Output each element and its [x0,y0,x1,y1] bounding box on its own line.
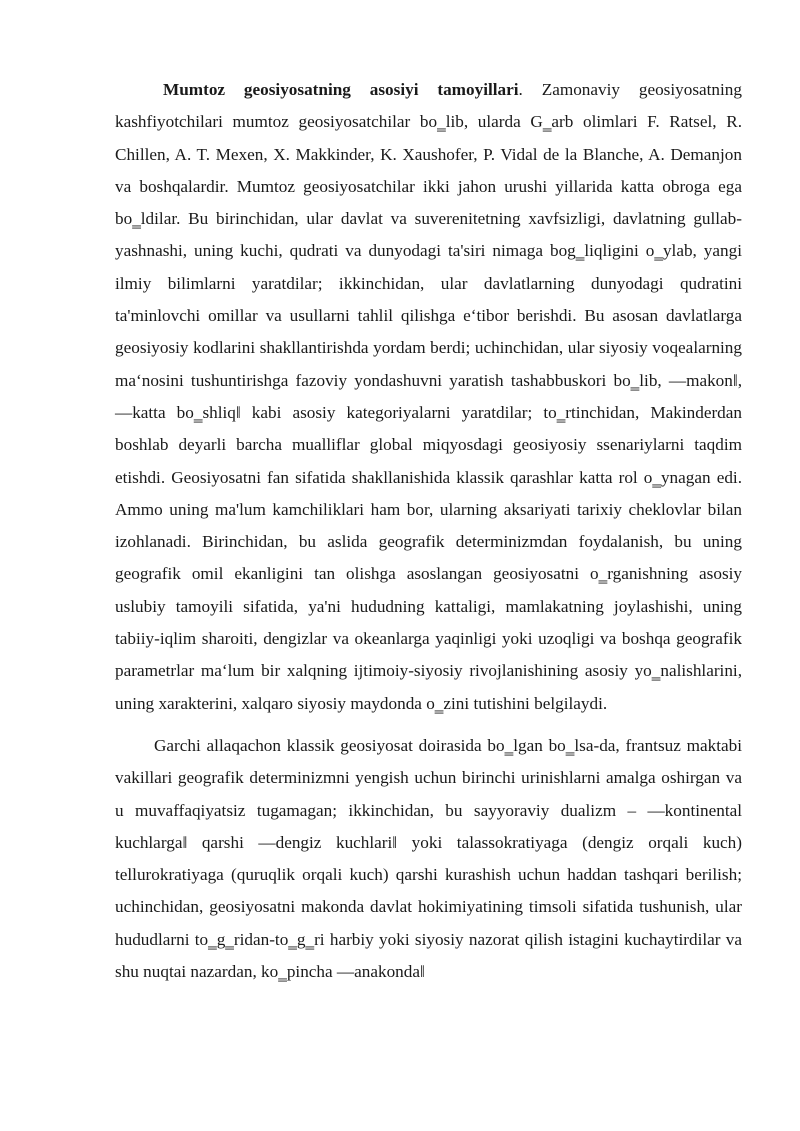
section-heading: Mumtoz geosiyosatning asosiyi tamoyillari [163,80,519,99]
paragraph-text: . Zamonaviy geosiyosatning kashfiyotchilari mumtoz geosiyosatchilar bo‗lib, ularda G‗arb olimlari F. Ratsel, R. Chillen, A. T. Mexen, X. Makkinder, K. Xaushofer, P. Vidal de la Blanche, A. Demanjon va boshqalardir. Mumtoz geosiyosatchilar ikki jahon urushi yillarida katta obroga ega bo‗ldilar. Bu birinchidan, ular davlat va suverenitetning xavfsizligi, davlatning gullab-yashnashi, uning kuchi, qudrati va dunyodagi ta'siri nimaga bog‗liqligini o‗ylab, yangi ilmiy bilimlarni yaratdilar; ikkinchidan, ular davlatlarning dunyodagi qudratini ta'minlovchi omillar va usullarni tahlil qilishga e‘tibor berishdi. Bu asosan davlatlarga geosiyosiy kodlarini shakllantirishda yordam berdi; uchinchidan, ular siyosiy voqealarning ma‘nosini tushuntirishga fazoviy yondashuvni yaratish tashabbuskori bo‗lib, ―makon‖, ―katta bo‗shliq‖ kabi asosiy kategoriyalarni yaratdilar; to‗rtinchidan, Makinderdan boshlab deyarli barcha mualliflar global miqyosdagi geosiyosiy ssenariylarni taqdim etishdi. Geosiyosatni fan sifatida shakllanishida klassik qarashlar katta rol o‗ynagan edi. Ammo uning ma'lum kamchiliklari ham bor, ularning aksariyati tarixiy cheklovlar bilan izohlanadi. Birinchidan, bu aslida geografik determinizmdan foydalanish, bu uning geografik omil ekanligini tan olishga asoslangan geosiyosatni o‗rganishning asosiy uslubiy tamoyili sifatida, ya'ni hududning kattaligi, mamlakatning joylashishi, uning tabiiy-iqlim sharoiti, dengizlar va okeanlarga yaqinligi yoki uzoqligi va boshqa geografik parametrlar ma‘lum bir xalqning ijtimoiy-siyosiy rivojlanishining asosiy yo‗nalishlarini, uning xarakterini, xalqaro siyosiy maydonda o‗zini tutishini belgilaydi. [115,80,742,713]
paragraph-dualism [115,730,742,988]
paragraph-text: Garchi allaqachon klassik geosiyosat doirasida bo‗lgan bo‗lsa-da, frantsuz maktabi vakillari geografik determinizmni yengish uchun birinchi urinishlarni amalga oshirgan va u muvaffaqiyatsiz tugamagan; ikkinchidan, bu sayyoraviy dualizm – ―kontinental kuchlarga‖ qarshi ―dengiz kuchlari‖ yoki talassokratiyaga (dengiz orqali kuch) tellurokratiyaga (quruqlik orqali kuch) qarshi kurashish uchun haddan tashqari berilish; uchinchidan, geosiyosatni makonda davlat hokimiyatining timsoli sifatida tushunish, ular hududlarni to‗g‗ridan-to‗g‗ri harbiy yoki siyosiy nazorat qilish istagini kuchaytirdilar va shu nuqtai nazardan, ko‗pincha ―anakonda‖ [115,735,742,982]
document-page [115,74,742,988]
paragraph-principles [115,74,742,720]
